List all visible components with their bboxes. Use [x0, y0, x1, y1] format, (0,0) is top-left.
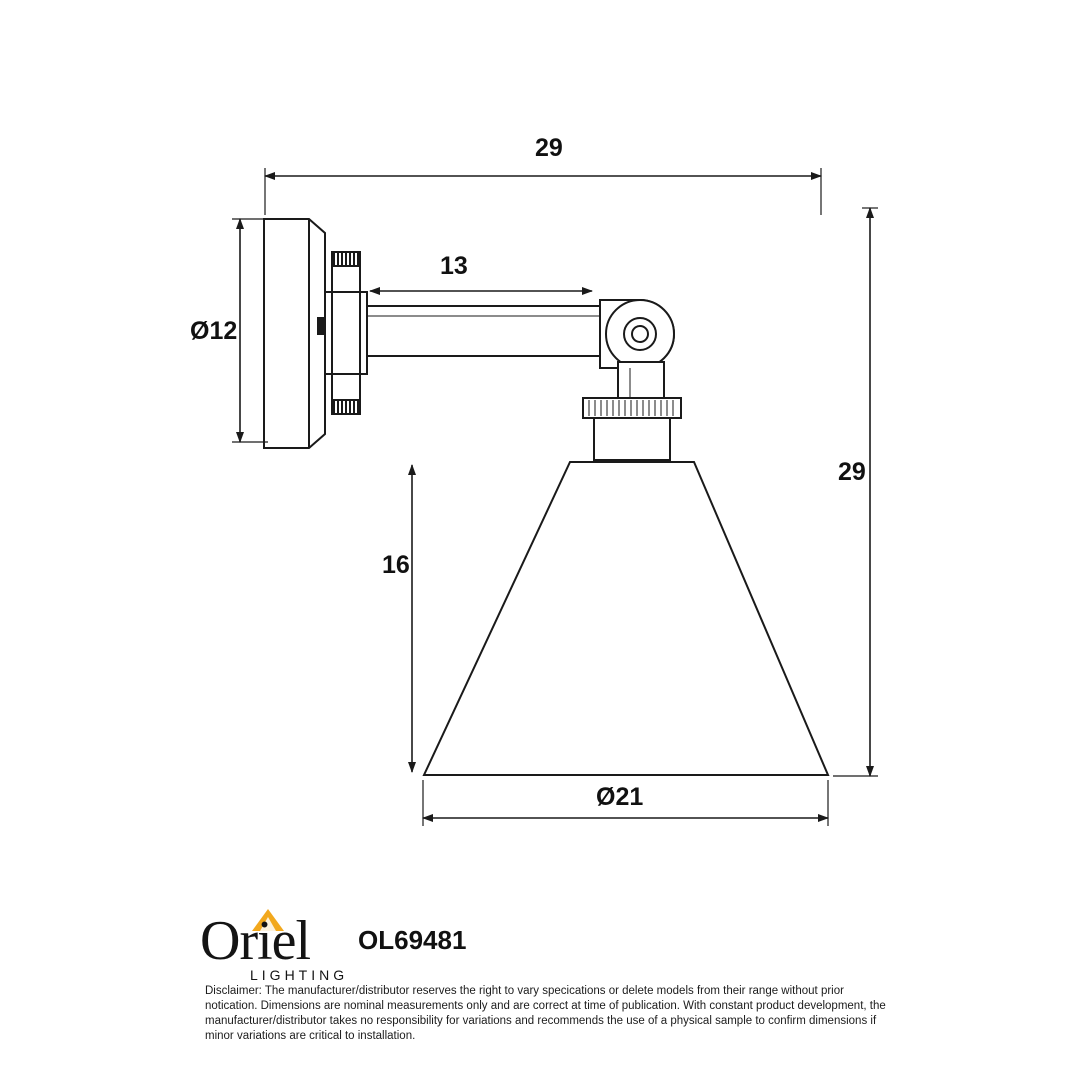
cone-shade: [424, 462, 828, 775]
dimension-label-arm-length: 13: [440, 252, 468, 280]
brand-tagline: LIGHTING: [250, 967, 349, 983]
dimension-label-backplate-diameter: Ø12: [190, 317, 238, 345]
disclaimer-text: Disclaimer: The manufacturer/distributor reserves the right to vary specications or delete models from their range without prior notication. Dimensions are nominal measurements only and are correct at time of publication. With constant product development, the manufacturer/distributor takes no responsibility for variations and recommends the use of a physical sample to confirm dimensions if minor variations are critical to installation.: [205, 985, 886, 1042]
dimension-overall-height: [833, 208, 878, 776]
lamp-holder: [594, 418, 670, 460]
wall-bracket: [325, 252, 367, 414]
horizontal-arm: [367, 306, 612, 356]
dimension-label-overall-height: 29: [838, 458, 866, 486]
brand-name: Oriel: [200, 910, 311, 972]
dimension-label-overall-width: 29: [535, 134, 563, 162]
dimension-backplate-diameter: [232, 219, 268, 442]
dimension-label-shade-height: 16: [382, 551, 410, 579]
dimension-overall-width: [265, 168, 821, 215]
product-illustration: [264, 219, 828, 775]
knurled-ring: [583, 398, 681, 418]
brand-block: [200, 905, 900, 983]
product-code: OL69481: [358, 925, 467, 955]
wall-backplate: [264, 219, 330, 448]
shade-neck: [618, 362, 664, 398]
dimension-label-shade-diameter: Ø21: [596, 783, 644, 811]
elbow-joint: [600, 300, 674, 368]
